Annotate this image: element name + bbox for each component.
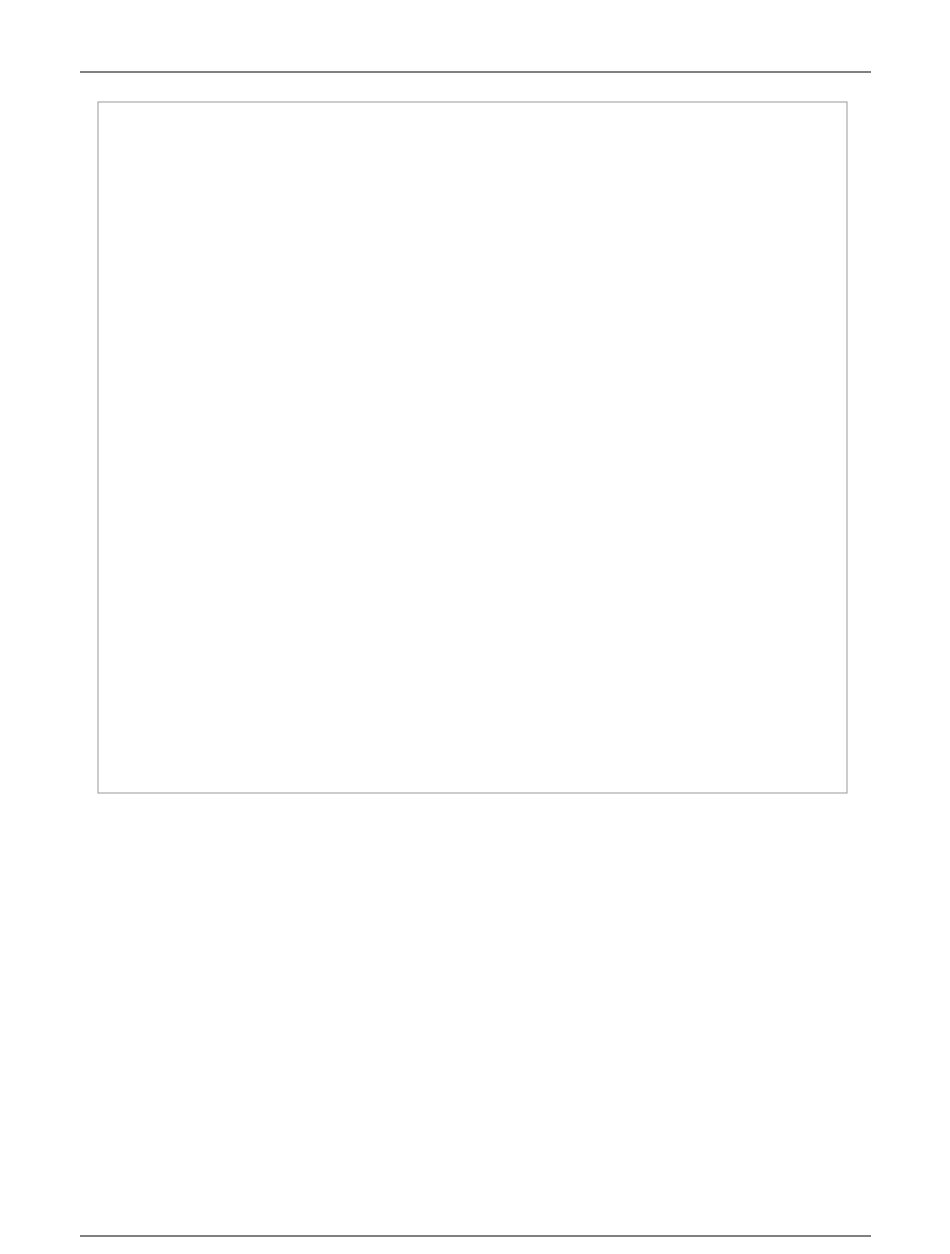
- top-panel: [98, 102, 847, 793]
